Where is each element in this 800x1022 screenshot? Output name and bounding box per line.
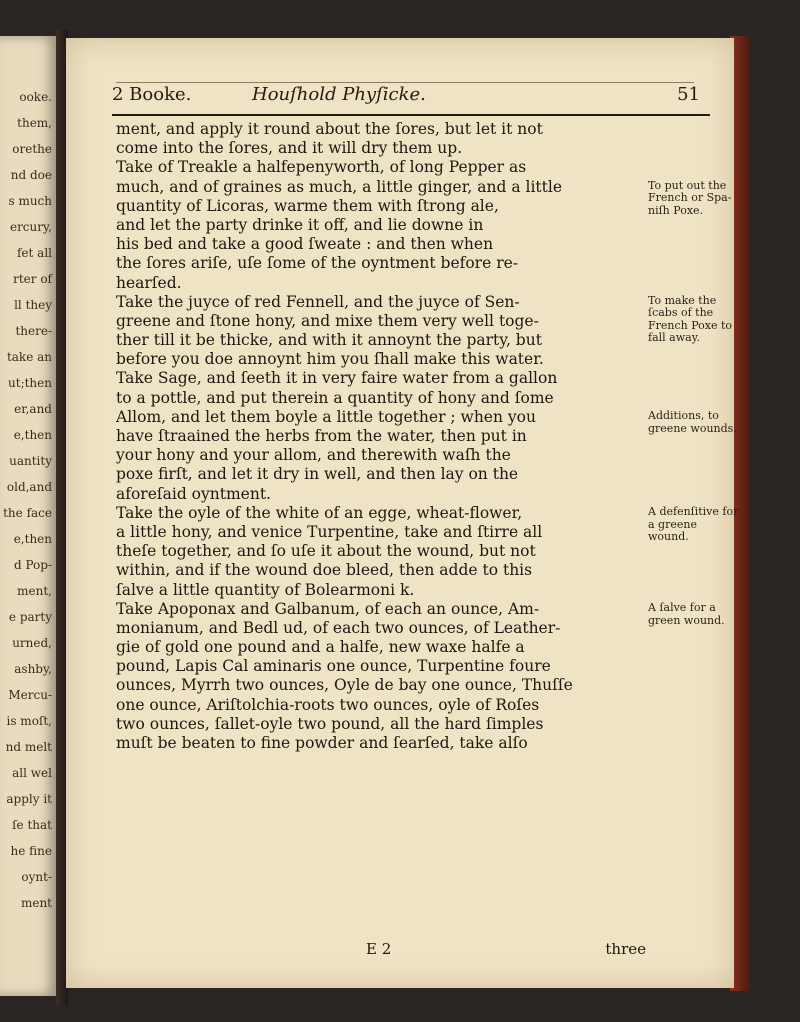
signature-mark: E 2 <box>366 940 392 958</box>
facing-page-text: the face <box>3 506 52 520</box>
text-line: have ſtraained the herbs from the water, then put in <box>116 427 527 445</box>
text-line: before you doe annoynt him you ſhall make this water. <box>116 350 544 369</box>
facing-page-text: ment, <box>17 584 52 598</box>
facing-page-text: ſe that <box>12 818 52 832</box>
text-line: much, and of graines as much, a little ginger, and a little <box>116 177 563 196</box>
facing-page-text: nd melt <box>5 740 52 754</box>
body-text <box>116 120 646 753</box>
margin-note: Additions, to greene wounds. <box>648 409 737 435</box>
facing-page-text: ooke. <box>19 90 52 104</box>
text-line: within, and if the wound doe bleed, then adde to this <box>116 561 533 580</box>
margin-note: To put out the French or Spa- niſh Poxe. <box>648 178 732 217</box>
header-rule <box>112 114 710 116</box>
facing-page-text: ut;then <box>8 376 52 390</box>
text-line: the ſores ariſe, uſe ſome of the oyntment before re- <box>116 254 519 273</box>
text-line: pound, Lapis Cal aminaris one ounce, Turpentine foure <box>116 657 551 676</box>
text-line: ther till it be thicke, and with it annoynt the party, but <box>116 331 542 350</box>
margin-note: To make the ſcabs of the French Poxe to fall away. <box>648 293 733 345</box>
text-line: quantity of Licoras, warme them with ſtrong ale, <box>116 196 499 215</box>
book-page <box>66 38 739 988</box>
text-line: Take the oyle of the white of an egge, wheat-flower, <box>116 503 523 522</box>
running-title: Houſhold Phyſicke. <box>252 84 426 105</box>
facing-page-text: urned, <box>12 636 52 650</box>
catchword: three <box>605 940 646 958</box>
text-line: two ounces, ſallet-oyle two pound, all the hard ſimples <box>116 714 544 733</box>
text-line: ounces, Myrrh two ounces, Oyle de bay one ounce, Thuſſe <box>116 676 573 695</box>
facing-page-text: er,and <box>14 402 52 416</box>
page-number: 51 <box>677 84 700 105</box>
facing-page-text: d Pop- <box>13 558 52 572</box>
text-line: gie of gold one pound and a halfe, new waxe halfe a <box>116 638 525 657</box>
facing-page-text: e party <box>8 610 52 624</box>
text-line: ment, and apply it round about the ſores, but let it not <box>116 120 543 138</box>
margin-note: A ſalve for a green wound. <box>648 601 725 627</box>
facing-page-text: take an <box>6 350 52 364</box>
facing-page-text: apply it <box>6 792 52 806</box>
facing-page-text: ment <box>20 896 52 910</box>
text-line: hearſed. <box>116 273 182 292</box>
facing-page-text: orethe <box>12 142 52 156</box>
text-line: Take of Treakle a halfepenyworth, of long Pepper as <box>116 158 527 177</box>
book-number: 2 Booke. <box>112 84 192 105</box>
text-line: come into the ſores, and it will dry them up. <box>116 139 463 158</box>
text-line: his bed and take a good ſweate : and then when <box>116 235 494 254</box>
facing-page-text: nd doe <box>10 168 52 182</box>
facing-page-text: e,then <box>13 428 52 442</box>
top-rule <box>116 82 694 83</box>
facing-page-text: is moſt, <box>6 714 52 728</box>
facing-page-text: there- <box>15 324 52 338</box>
facing-page-text: Mercu- <box>8 688 52 702</box>
text-line: to a pottle, and put therein a quantity of hony and ſome <box>116 388 554 407</box>
text-line: ſalve a little quantity of Bolearmoni k. <box>116 580 415 599</box>
facing-page-text: oynt- <box>21 870 52 884</box>
text-line: and let the party drinke it off, and lie downe in <box>116 215 484 234</box>
text-line: muſt be beaten to fine powder and ſearſed, take alſo <box>116 734 528 752</box>
facing-page-text: fet all <box>16 246 52 260</box>
running-header <box>112 84 710 114</box>
text-line: aforeſaid oyntment. <box>116 484 271 503</box>
facing-page-text: rter of <box>13 272 52 286</box>
facing-page-text: ashby, <box>14 662 52 676</box>
text-line: monianum, and Bedl ud, of each two ounces, of Leather- <box>116 618 561 637</box>
text-line: your hony and your allom, and therewith waſh the <box>116 446 511 465</box>
text-line: Take the juyce of red Fennell, and the juyce of Sen- <box>116 292 520 311</box>
facing-page-text: s much <box>8 194 52 208</box>
facing-page-text: all wel <box>12 766 52 780</box>
facing-page-text: old,and <box>6 480 52 494</box>
text-line: greene and ſtone hony, and mixe them very well toge- <box>116 311 539 330</box>
text-line: Take Sage, and ſeeth it in very faire water from a gallon <box>116 369 558 388</box>
text-line: one ounce, Ariſtolchia-roots two ounces, oyle of Roſes <box>116 695 540 714</box>
margin-note: A defenſitive for a greene wound. <box>648 505 739 543</box>
text-line: theſe together, and ſo uſe it about the wound, but not <box>116 542 536 561</box>
text-line: poxe firſt, and let it dry in well, and then lay on the <box>116 465 519 484</box>
text-line: Allom, and let them boyle a little together ; when you <box>116 407 536 426</box>
facing-page-text: ll they <box>14 298 52 312</box>
facing-page-text: e,then <box>13 532 52 546</box>
facing-page-text: ercury, <box>9 220 52 234</box>
facing-page-text: them, <box>17 116 52 130</box>
text-line: a little hony, and venice Turpentine, take and ſtirre all <box>116 522 543 541</box>
facing-page-text: he fine <box>10 844 52 858</box>
facing-page-fragment <box>0 36 58 996</box>
facing-page-text: uantity <box>9 454 52 468</box>
text-line: Take Apoponax and Galbanum, of each an ounce, Am- <box>116 599 540 618</box>
